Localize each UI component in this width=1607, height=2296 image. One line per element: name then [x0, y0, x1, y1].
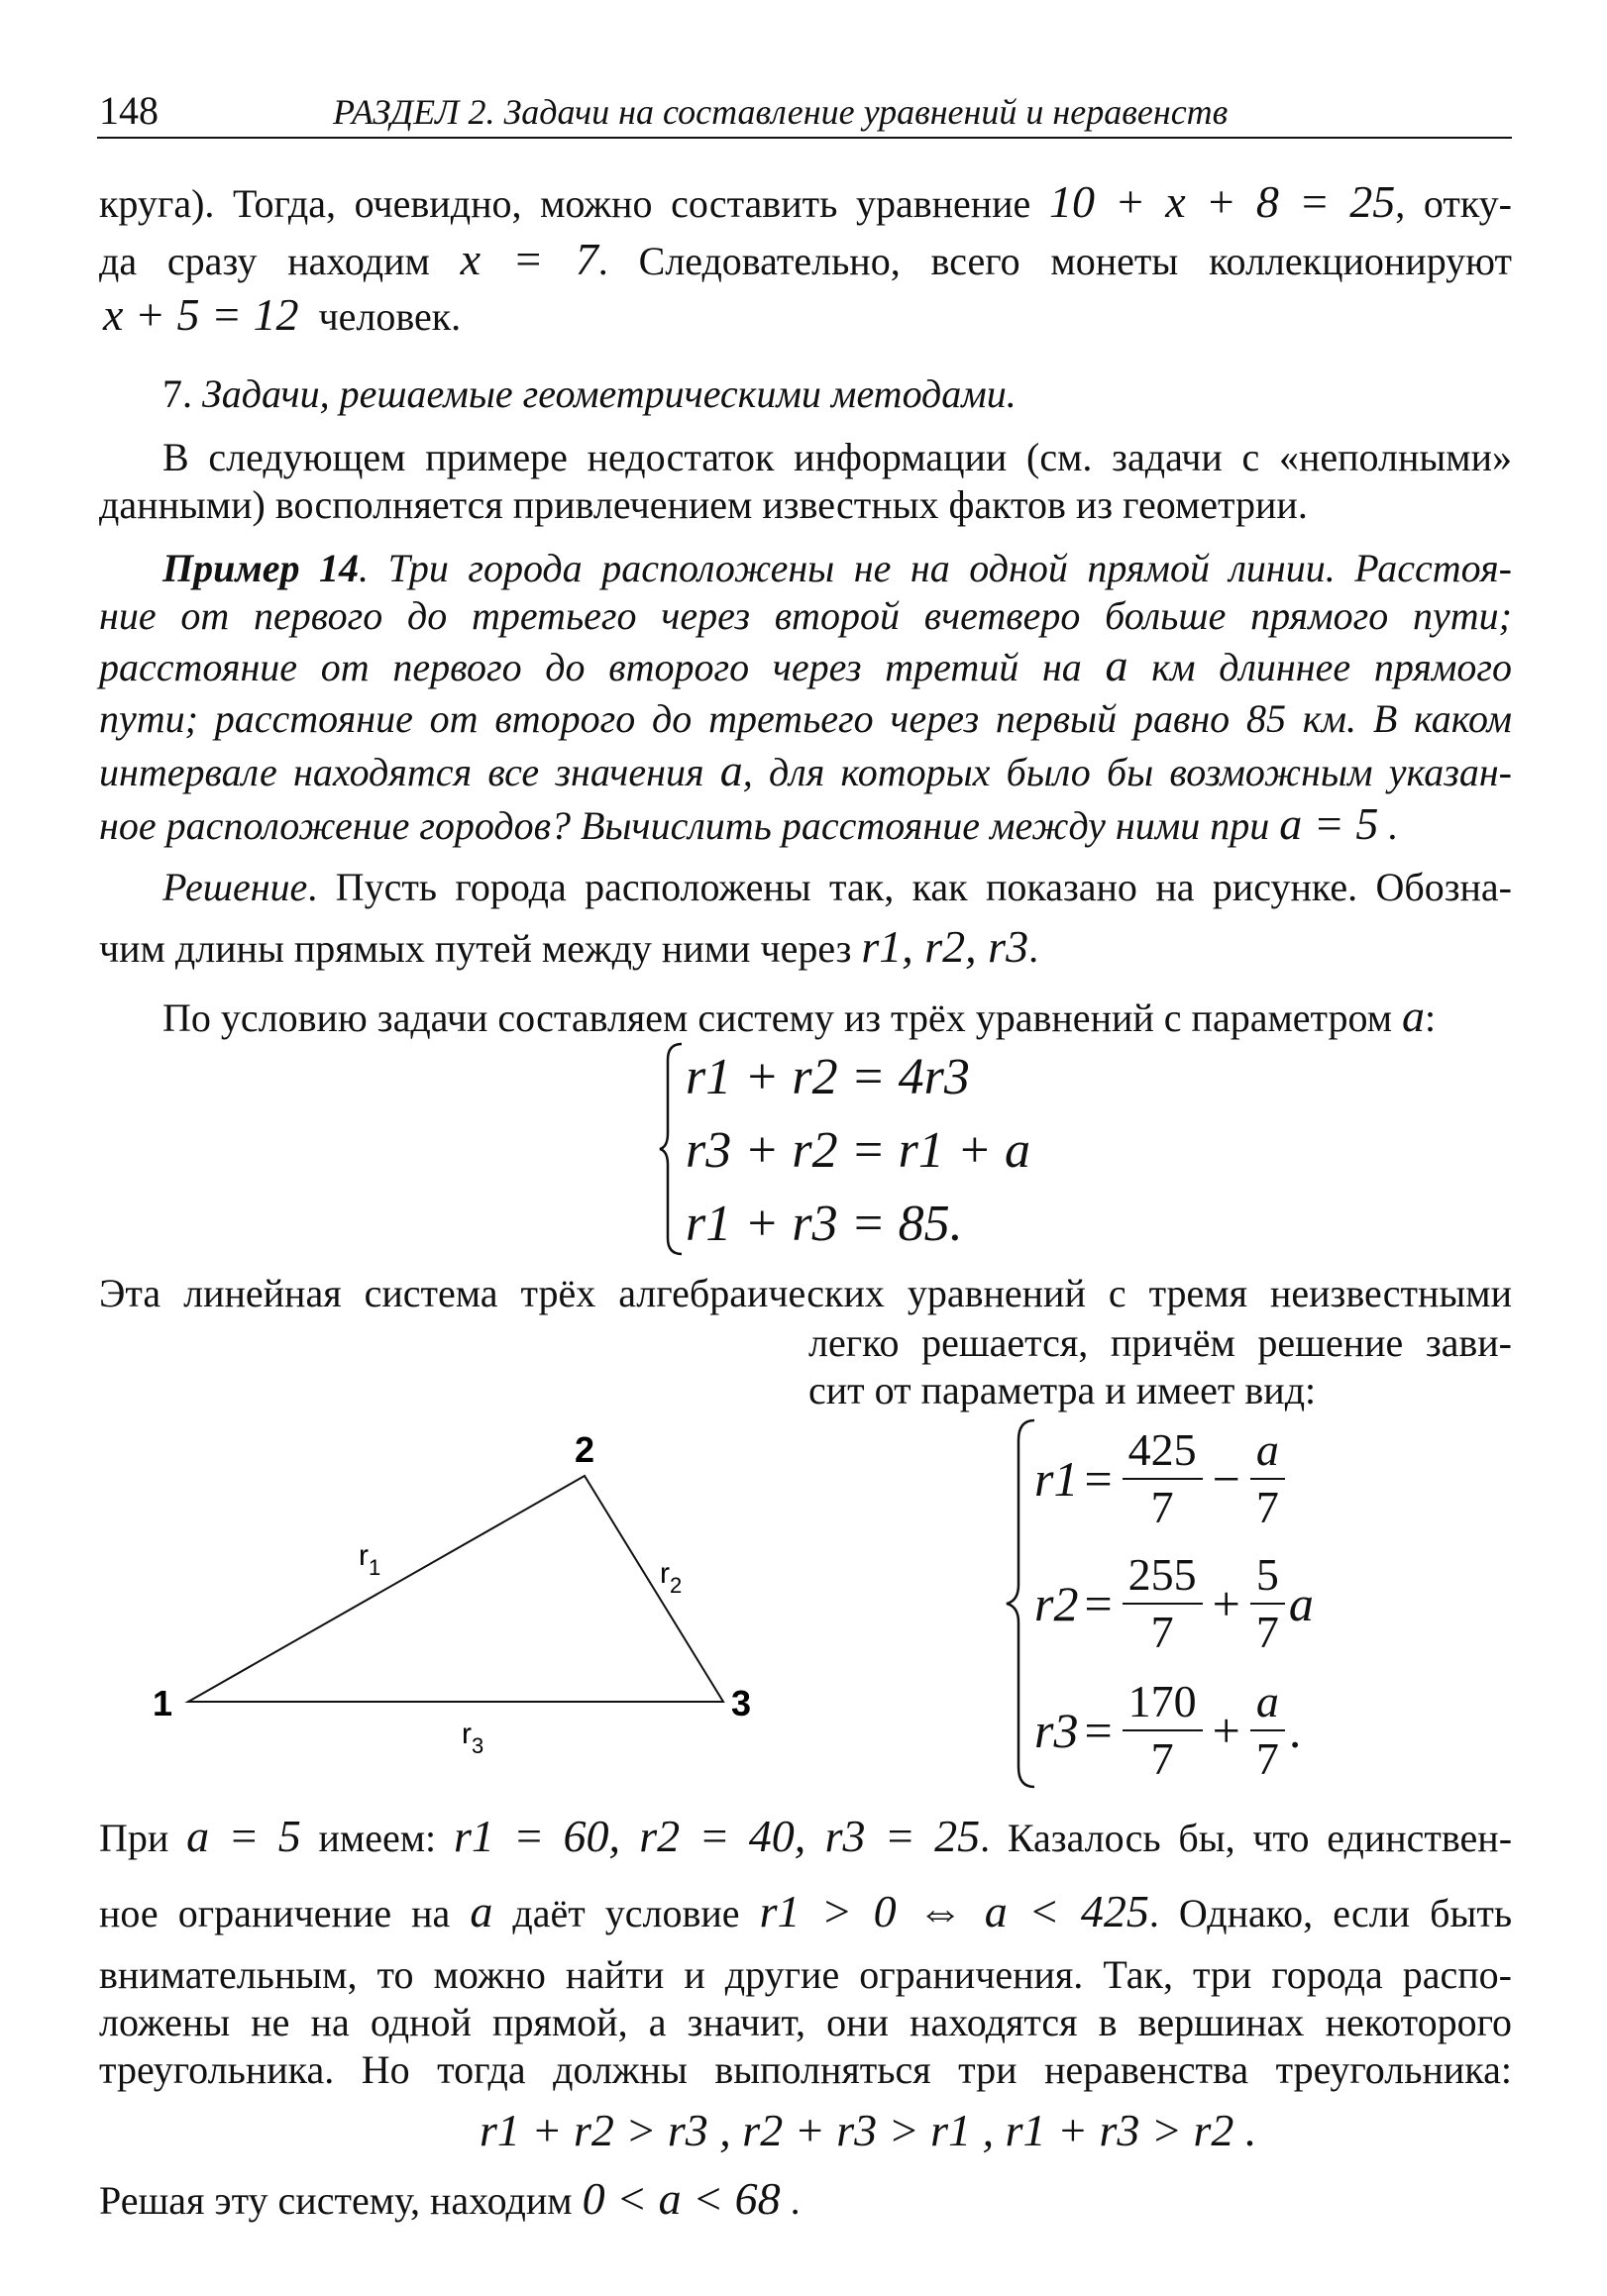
equation: 0 < a < 68 [582, 2173, 781, 2224]
para4-line2 [99, 1886, 1512, 1939]
text: : [1425, 995, 1437, 1040]
text: человек. [318, 294, 462, 339]
example14-line5 [99, 745, 1512, 798]
section-heading [162, 368, 1017, 420]
denominator: 7 [1150, 1607, 1174, 1657]
text: . Казалось бы, что единствен- [980, 1816, 1513, 1860]
triangle-shape [188, 1476, 723, 1702]
solution-r1: r1 = $\frac{425}{7}$ − $\frac{a}{7}$ [1034, 1422, 1289, 1535]
fraction [1250, 1674, 1285, 1787]
solution-label: Решение [162, 865, 308, 909]
para1-line3 [103, 289, 461, 343]
numerator: a [1255, 1676, 1279, 1726]
operator: − [1212, 1451, 1240, 1507]
para1-line2 [99, 234, 1512, 287]
example-label: Пример 14 [162, 546, 360, 590]
section-number: 7. [162, 371, 192, 416]
numerator: 170 [1127, 1676, 1197, 1726]
para4-line4: ложены не на одной прямой, а значит, они находятся в вершинах некоторого [99, 2000, 1512, 2044]
system1-eq3: r1 + r3 = 85. [686, 1196, 963, 1252]
equation: a = 5 [186, 1811, 301, 1861]
text: интервале находятся все значения [99, 750, 704, 794]
numerator: 425 [1127, 1424, 1197, 1475]
variable: a [1105, 640, 1128, 690]
triangle-diagram [139, 1416, 773, 1753]
text: расстояние от первого до второго через третий на [99, 645, 1082, 689]
text: . Однако, если быть [1148, 1891, 1513, 1935]
solution-r2: r2 = $\frac{255}{7}$ + $\frac{5}{7}$ a [1034, 1547, 1314, 1660]
operator: + [1212, 1703, 1240, 1758]
para4-line3: внимательным, то можно найти и другие ограничения. Так, три города распо- [99, 1952, 1512, 1997]
denominator: 7 [1255, 1482, 1279, 1532]
side-r1-label: $r_1$ [359, 1539, 381, 1580]
page-number: 148 [99, 88, 159, 133]
para2-line2: данными) восполняется привлечением известных фактов из геометрии. [99, 482, 1308, 527]
vertex-1-label: 1 [153, 1683, 173, 1723]
equation: r1 = 60, r2 = 40, r3 = 25 [453, 1811, 981, 1861]
text: даёт условие [512, 1891, 740, 1935]
para2-line1: В следующем примере недостаток информации (см. задачи с «неполными» [162, 435, 1512, 479]
running-title: РАЗДЕЛ 2. Задачи на составление уравнений и неравенств [333, 92, 1229, 132]
text: По условию задачи составляем систему из трёх уравнений с параметром [162, 995, 1393, 1040]
equation: 10 + x + 8 = 25 [1048, 176, 1396, 227]
text: да сразу находим [99, 239, 430, 283]
variable: a [719, 745, 743, 795]
fraction [1250, 1547, 1285, 1660]
para3-line3: сит от параметра и имеет вид: [808, 1368, 1317, 1412]
numerator: 5 [1255, 1549, 1279, 1600]
text: Решая эту систему, находим [99, 2178, 573, 2223]
denominator: 7 [1150, 1482, 1174, 1532]
variable: r3 [1034, 1703, 1079, 1758]
triangle-inequalities: r1 + r2 > r3 , r2 + r3 > r1 , r1 + r3 > r2 . [480, 2105, 1257, 2155]
text: . Следовательно, всего монеты коллекционируют [597, 239, 1513, 283]
header-rule [97, 137, 1512, 139]
example14-line4: пути; расстояние от второго до третьего через первый равно 85 км. В каком [99, 696, 1512, 741]
text: . Три города расположены не на одной прямой линии. Расстоя- [359, 546, 1512, 590]
variable: a [1402, 991, 1426, 1041]
section-title: Задачи, решаемые геометрическими методами. [202, 371, 1017, 416]
para4-line1 [99, 1811, 1512, 1864]
solution-line2 [99, 921, 1038, 975]
equation: x = 7 [460, 234, 598, 284]
numerator: a [1255, 1424, 1279, 1475]
vertex-2-label: 2 [575, 1429, 595, 1470]
denominator: 7 [1255, 1733, 1279, 1784]
variable: a [1288, 1576, 1314, 1631]
text: , отку- [1395, 181, 1512, 226]
text: . [790, 2178, 801, 2223]
denominator: 7 [1150, 1733, 1174, 1784]
operator: + [1212, 1576, 1240, 1631]
text: . Пусть города расположены так, как показано на рисунке. Обозна- [307, 865, 1512, 909]
para3-line1: Эта линейная система трёх алгебраических уравнений с тремя неизвестными [99, 1271, 1512, 1315]
fraction [1123, 1547, 1203, 1660]
vertex-3-label: 3 [731, 1683, 752, 1723]
solution-r3: r3 = $\frac{170}{7}$ + $\frac{a}{7}$ . [1034, 1674, 1301, 1787]
left-brace-icon [658, 1040, 688, 1258]
text: имеем: [318, 1816, 437, 1860]
system1-eq1: r1 + r2 = 4r3 [686, 1049, 970, 1105]
fraction [1250, 1422, 1285, 1535]
text: км длиннее прямого [1151, 645, 1513, 689]
equation: r1 > 0 ⇔ a < 425 [759, 1886, 1149, 1936]
text: чим длины прямых путей между ними через [99, 926, 852, 971]
side-r3-label: $r_3$ [462, 1718, 484, 1753]
text: круга). Тогда, очевидно, можно составить уравнение [99, 181, 1031, 226]
variable: r2 [1034, 1576, 1079, 1631]
equation: x + 5 = 12 [103, 289, 299, 340]
variable: a [470, 1886, 493, 1936]
text: . [1388, 803, 1399, 848]
text: ное расположение городов? Вычислить расстояние между ними при [99, 803, 1270, 848]
example14-line2: ние от первого до третьего через второй вчетверо больше прямого пути; [99, 593, 1512, 638]
system1-eq2: r3 + r2 = r1 + a [686, 1122, 1030, 1179]
text: При [99, 1816, 169, 1860]
para3-line2: легко решается, причём решение зави- [808, 1320, 1512, 1365]
example14-line3 [99, 640, 1512, 693]
text: . [1028, 926, 1039, 971]
example14-line6 [99, 798, 1398, 852]
side-r2-label: $r_2$ [660, 1557, 683, 1598]
variables: r1, r2, r3 [861, 921, 1029, 972]
example14-line1 [162, 543, 1512, 594]
para1-line1 [99, 176, 1512, 230]
para4-line5: треугольника. Но тогда должны выполняться три неравенства треугольника: [99, 2047, 1512, 2092]
denominator: 7 [1255, 1607, 1279, 1657]
period: . [1288, 1703, 1302, 1758]
numerator: 255 [1127, 1549, 1197, 1600]
equation: a = 5 [1279, 798, 1379, 849]
fraction [1123, 1422, 1203, 1535]
solution-line3 [162, 991, 1436, 1044]
text: , для которых было бы возможным указан- [742, 750, 1512, 794]
para4-last-line [99, 2173, 801, 2227]
solution-line1 [162, 862, 1512, 913]
variable: r1 [1034, 1451, 1079, 1507]
fraction [1123, 1674, 1203, 1787]
text: ное ограничение на [99, 1891, 451, 1935]
